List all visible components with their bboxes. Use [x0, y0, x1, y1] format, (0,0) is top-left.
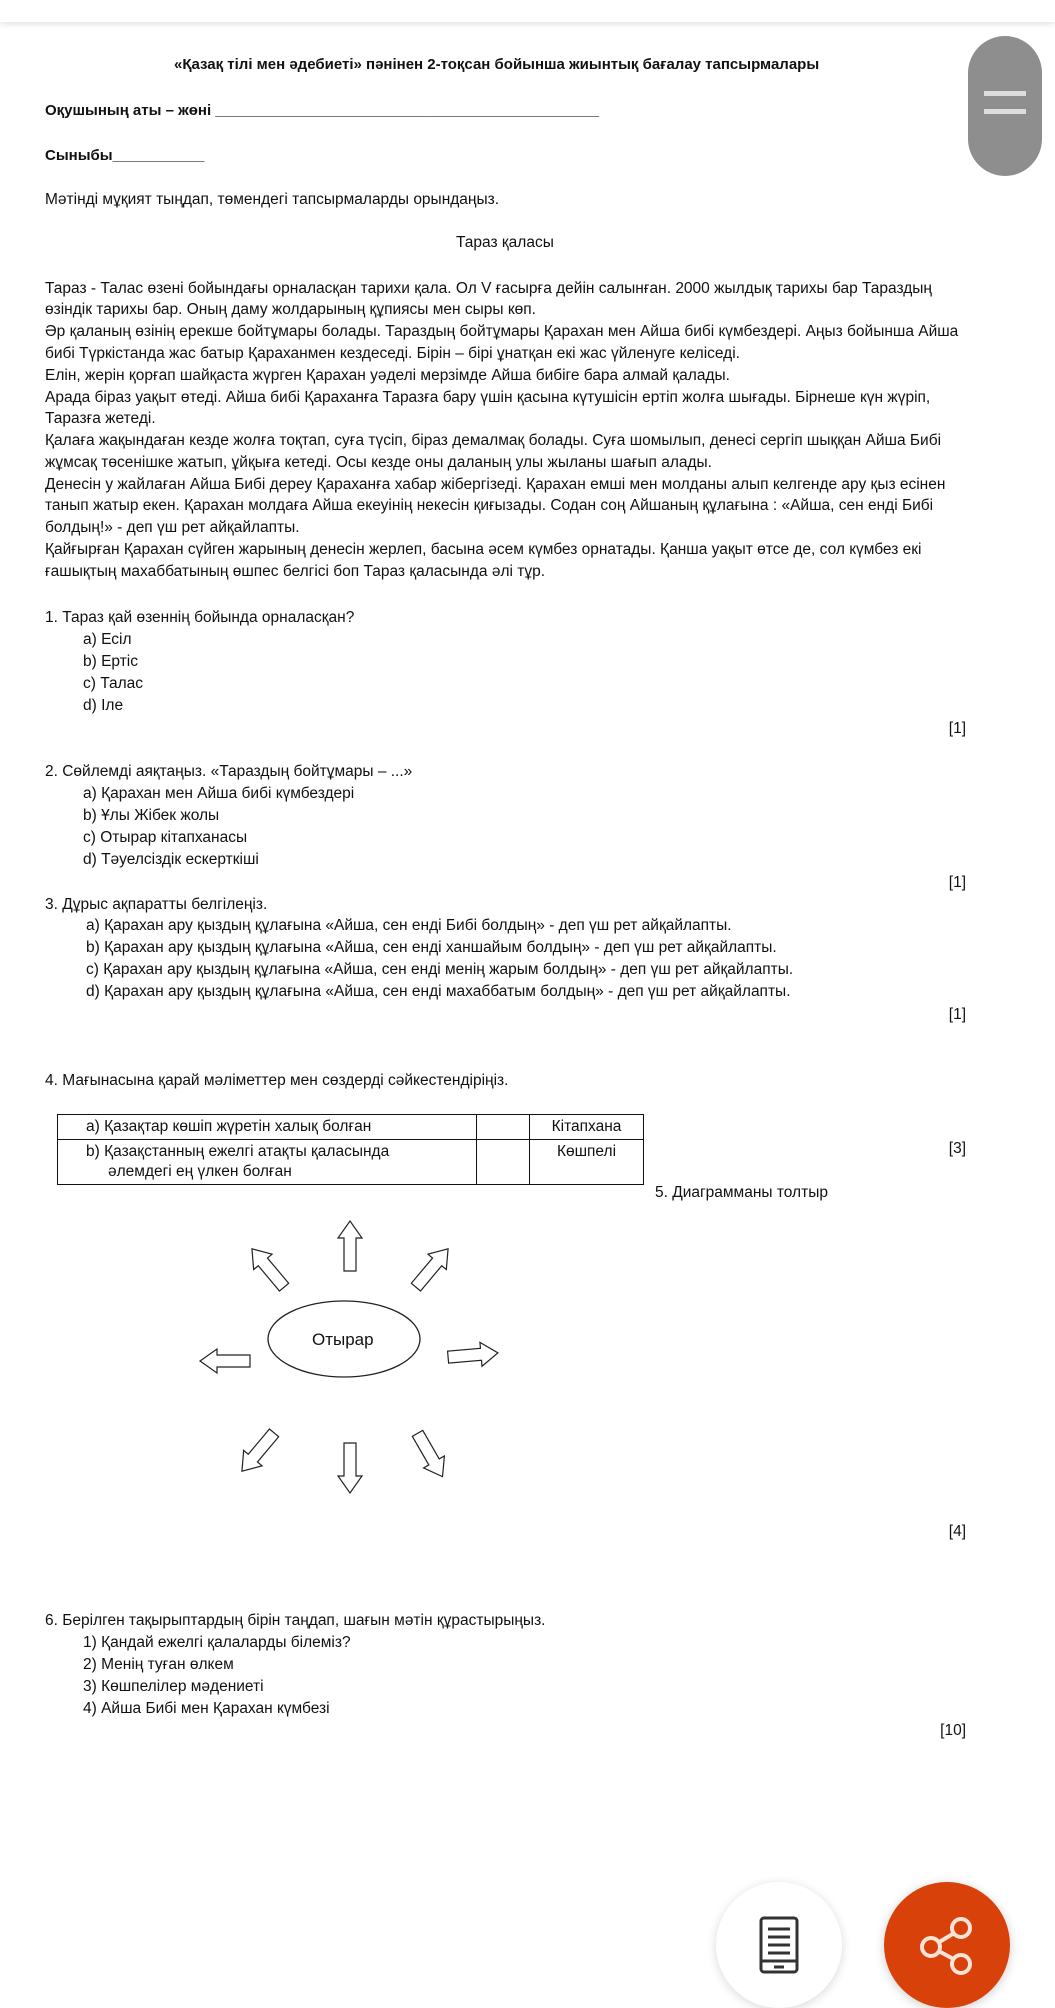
- q6-option: 4) Айша Бибі мен Қарахан күмбезі: [83, 1700, 330, 1717]
- q6-option: 3) Көшпелілер мәдениеті: [83, 1678, 264, 1695]
- question-5: 5. Диаграмманы толтыр: [655, 1184, 828, 1201]
- q1-option: b) Ертіс: [83, 653, 138, 670]
- text-line: Арада біраз уақыт өтеді. Айша бибі Қараханға Таразға бару үшін қасына күтушісін ертіп жолға шығады. Бірнеше күн жүріп,: [45, 389, 931, 406]
- question-6: 6. Берілген тақырыптардың бірін таңдап, шағын мәтін құрастырыңыз.: [45, 1612, 546, 1629]
- q3-option: b) Қарахан ару қыздың құлағына «Айша, сен енді ханшайым болдың» - деп үш рет айқайлапты.: [86, 939, 777, 956]
- q1-option: a) Есіл: [83, 631, 132, 648]
- word-text: Кітапхана: [551, 1118, 622, 1135]
- share-button[interactable]: [884, 1882, 1010, 2008]
- q4-mark: [3]: [948, 1140, 966, 1157]
- word-text: Көшпелі: [556, 1143, 617, 1160]
- q6-option: 2) Менің туған өлкем: [83, 1656, 234, 1673]
- text-line: танып жатыр екен. Қарахан молдаға Айша екеуінің некесін қиғызады. Содан соң Айшаның құлағына : «Айша, сен енді Бибі: [45, 497, 934, 514]
- arrow-left-icon: [200, 1349, 250, 1373]
- arrow-up-left-icon: [243, 1241, 294, 1295]
- arrow-right-icon: [447, 1341, 499, 1369]
- text-line: Денесін у жайлаған Айша Бибі дереу Қараханға хабар жібергізеді. Қарахан емші мен молданы алып келгенде ару қыз есінен: [45, 476, 946, 493]
- diagram-center-label: Отырар: [312, 1330, 374, 1349]
- text-line: Қалаға жақындаған кезде жолға тоқтап, суға түсіп, біраз демалмақ болады. Суға шомылып, денесі сергіп шыққан Айша Бибі: [45, 432, 942, 449]
- q3-option: c) Қарахан ару қыздың құлағына «Айша, сен енді менің жарым болдың» - деп үш рет айқайлапты.: [86, 961, 794, 978]
- text-line: Таразға жетеді.: [45, 410, 156, 427]
- text-line: болдың!» - деп үш рет айқайлапты.: [45, 519, 300, 536]
- question-4: 4. Мағынасына қарай мәліметтер мен сөздерді сәйкестендіріңіз.: [45, 1072, 509, 1089]
- q3-mark: [1]: [948, 1006, 966, 1023]
- question-1: 1. Тараз қай өзеннің бойында орналасқан?: [45, 609, 355, 626]
- arrow-up-right-icon: [407, 1241, 458, 1295]
- text-line: Елін, жерін қорғап шайқаста жүрген Қарахан уәделі мерзімде Айша бибіге бара алмай қалады.: [45, 367, 730, 384]
- share-icon: [917, 1915, 977, 1975]
- text-line: Қайғырған Қарахан сүйген жарының денесін жерлеп, басына әсем күмбез орнатады. Қанша уақыт өтсе де, сол күмбез екі: [45, 541, 922, 558]
- q1-option: d) Іле: [83, 697, 124, 714]
- question-3: 3. Дұрыс ақпаратты белгілеңіз.: [45, 896, 268, 913]
- q6-option: 1) Қандай ежелгі қалаларды білеміз?: [83, 1634, 351, 1651]
- statement-text: a) Қазақтар көшіп жүретін халық болған: [86, 1118, 372, 1135]
- text-line: жұмсақ төсенішке жатып, ұйқыға кетеді. Осы кезде оны даланың улы жыланы шағып алады.: [45, 454, 712, 471]
- page-title: «Қазақ тілі мен әдебиеті» пәнінен 2-тоқсан бойынша жиынтық бағалау тапсырмалары: [174, 56, 820, 73]
- q1-option: c) Талас: [83, 675, 144, 692]
- text-title: Тараз қаласы: [456, 234, 554, 251]
- statement-text: b) Қазақстанның ежелгі атақты қаласында: [86, 1143, 390, 1160]
- q5-mark: [4]: [948, 1523, 966, 1540]
- text-line: өзіндік тарихы бар. Оның даму жолдарының құпиясы мен сыры көп.: [45, 301, 536, 318]
- q2-option: c) Отырар кітапханасы: [83, 829, 248, 846]
- arrow-down-left-icon: [233, 1425, 284, 1479]
- instruction: Мәтінді мұқият тыңдап, төмендегі тапсырмаларды орындаңыз.: [45, 191, 500, 208]
- q2-mark: [1]: [948, 874, 966, 891]
- reader-mode-button[interactable]: [716, 1882, 842, 2008]
- arrow-down-right-icon: [407, 1427, 453, 1482]
- q2-option: a) Қарахан мен Айша бибі күмбездері: [83, 785, 355, 802]
- document-icon: [759, 1916, 799, 1974]
- statement-text: әлемдегі ең үлкен болған: [108, 1163, 292, 1180]
- q3-option: a) Қарахан ару қыздың құлағына «Айша, сен енді Бибі болдың» - деп үш рет айқайлапты.: [86, 917, 732, 934]
- class-label: Сыныбы___________: [45, 147, 205, 164]
- text-line: ғашықтың махаббатының өшпес белгісі боп Тараз қаласында әлі тұр.: [45, 563, 546, 580]
- text-line: Тараз - Талас өзені бойындағы орналасқан тарихи қала. Ол V ғасырға дейін салынған. 2000 жылдық тарихы бар Тараздың: [45, 280, 932, 297]
- q6-mark: [10]: [940, 1722, 966, 1739]
- arrow-down-icon: [338, 1443, 362, 1493]
- q1-mark: [1]: [948, 720, 966, 737]
- question-2: 2. Сөйлемді аяқтаңыз. «Тараздың бойтұмары – ...»: [45, 763, 413, 780]
- student-name-label: Оқушының аты – жөні ______________________________________________: [45, 102, 600, 119]
- arrow-up-icon: [338, 1221, 362, 1271]
- q2-option: b) Ұлы Жібек жолы: [83, 807, 220, 824]
- text-line: Әр қаланың өзінің ерекше бойтұмары болады. Тараздың бойтұмары Қарахан мен Айша бибі күмбездері. Аңыз бойынша Айша: [45, 323, 959, 340]
- q3-option: d) Қарахан ару қыздың құлағына «Айша, сен енді махаббатым болдың» - деп үш рет айқайлапты.: [86, 983, 791, 1000]
- q2-option: d) Тәуелсіздік ескерткіші: [83, 851, 259, 868]
- text-line: бибі Түркістанда жас батыр Қараханмен кездеседі. Бірін – бірі ұнатқан екі жас үйленуге келіседі.: [45, 345, 740, 362]
